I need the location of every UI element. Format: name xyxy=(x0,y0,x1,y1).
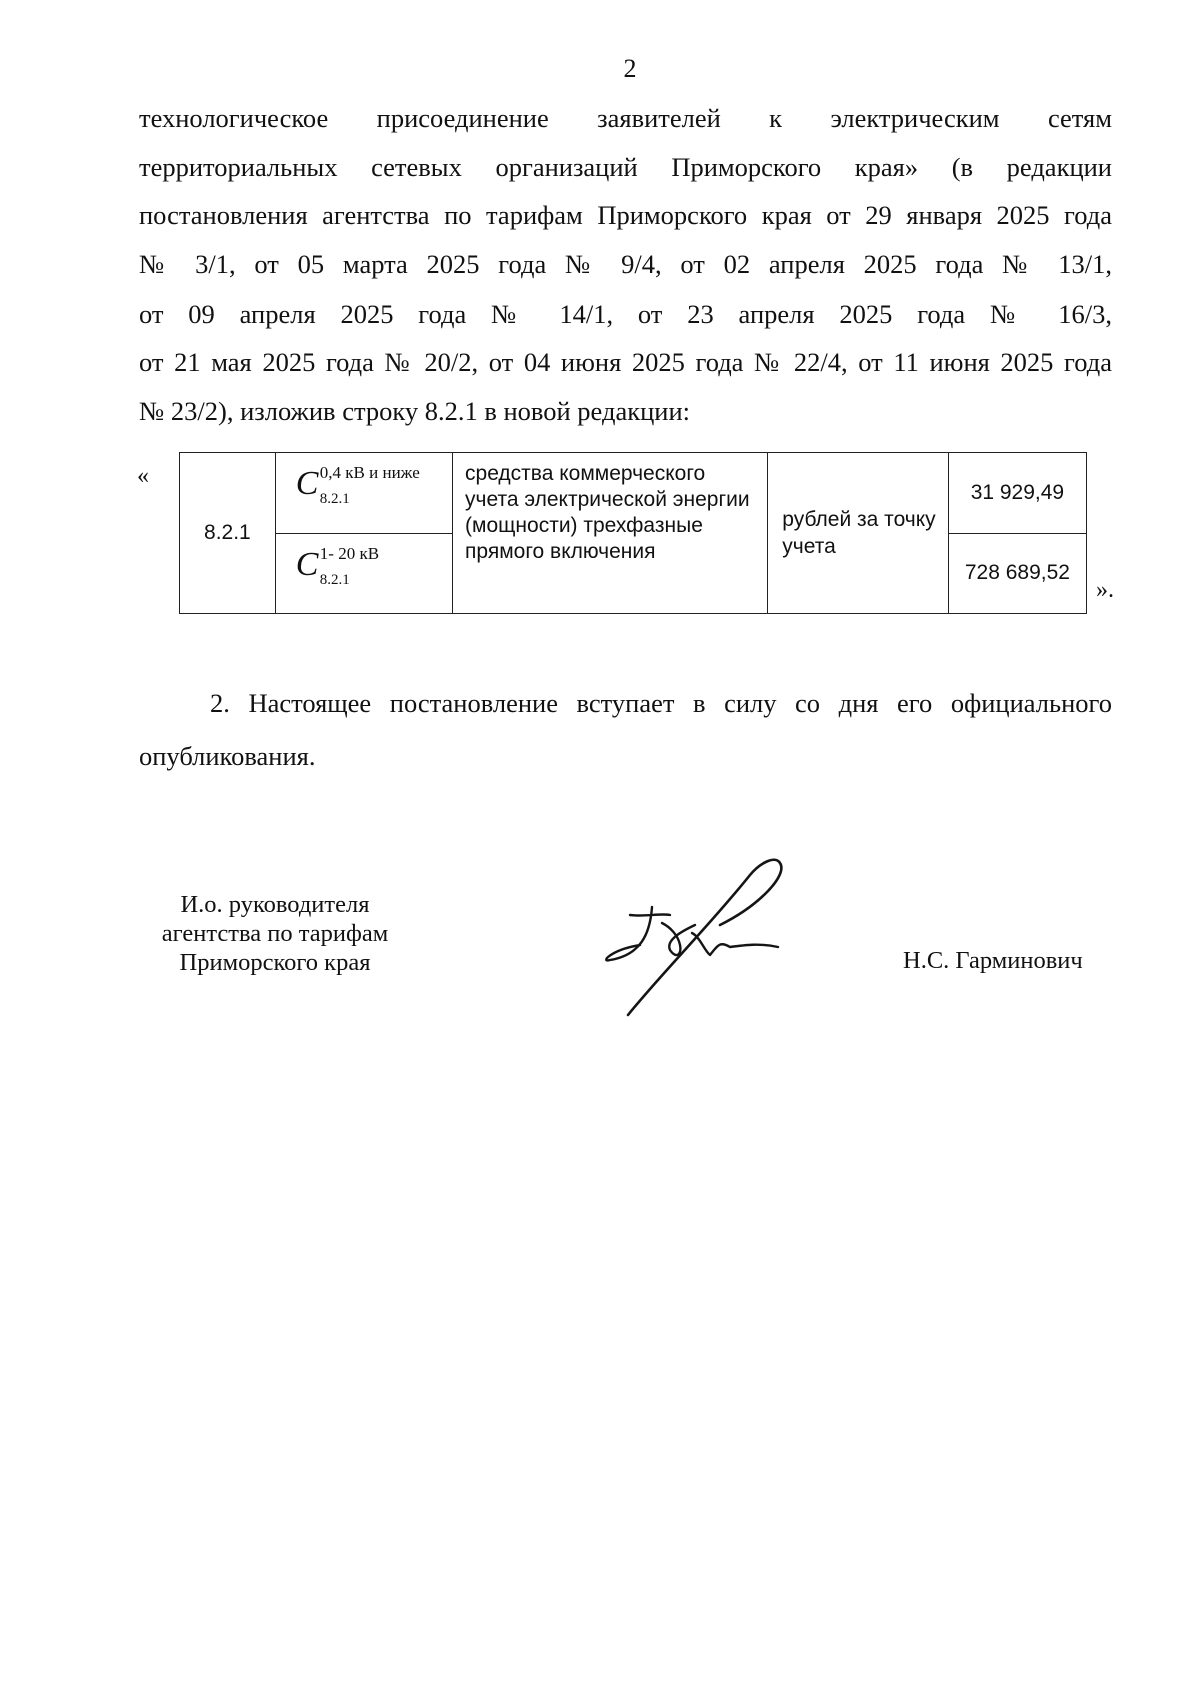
symbol-cell xyxy=(275,453,452,534)
symbol-subscript: 8.2.1 xyxy=(319,491,350,507)
value-cell: 728 689,52 xyxy=(948,533,1086,614)
signatory-title: И.о. руководителя агентства по тарифам Приморского края xyxy=(161,891,389,976)
paragraph-line: № 3/1, от 05 марта 2025 года № 9/4, от 02 апреля 2025 года № 13/1, xyxy=(139,249,1112,279)
description-cell: средства коммерческого учета электрической энергии (мощности) трехфазные прямого включения xyxy=(453,453,768,614)
handwritten-signature xyxy=(600,855,820,1025)
symbol-superscript: 0,4 кВ и ниже xyxy=(319,463,420,482)
paragraph-line: от 09 апреля 2025 года № 14/1, от 23 апреля 2025 года № 16/3, xyxy=(139,299,1112,329)
page-number: 2 xyxy=(623,54,637,83)
unit-cell: рублей за точку учета xyxy=(768,453,949,614)
symbol-superscript: 1- 20 кВ xyxy=(319,543,380,563)
tariff-symbol: C 0,4 кВ и ниже 8.2.1 xyxy=(295,463,420,507)
signatory-name: Н.С. Гарминович xyxy=(903,947,1083,974)
opening-quote: « xyxy=(137,463,149,489)
row-code-cell: 8.2.1 xyxy=(180,453,276,614)
paragraph-line: постановления агентства по тарифам Приморского края от 29 января 2025 года xyxy=(139,200,1112,230)
paragraph2-line: 2. Настоящее постановление вступает в силу со дня его официального xyxy=(210,688,1112,718)
symbol-cell xyxy=(275,533,452,614)
paragraph-line: от 21 мая 2025 года № 20/2, от 04 июня 2025 года № 22/4, от 11 июня 2025 года xyxy=(139,347,1112,377)
closing-quote: ». xyxy=(1096,577,1114,603)
paragraph-line: № 23/2), изложив строку 8.2.1 в новой редакции: xyxy=(139,396,691,426)
tariff-symbol: C 1- 20 кВ 8.2.1 xyxy=(295,543,380,588)
symbol-subscript: 8.2.1 xyxy=(319,571,350,588)
paragraph-line: территориальных сетевых организаций Приморского края» (в редакции xyxy=(139,152,1112,182)
paragraph2-line: опубликования. xyxy=(139,741,316,771)
table-row xyxy=(180,453,1087,534)
value-cell: 31 929,49 xyxy=(948,453,1086,534)
paragraph-line: технологическое присоединение заявителей к электрическим сетям xyxy=(139,103,1112,133)
tariff-table xyxy=(179,452,1087,614)
